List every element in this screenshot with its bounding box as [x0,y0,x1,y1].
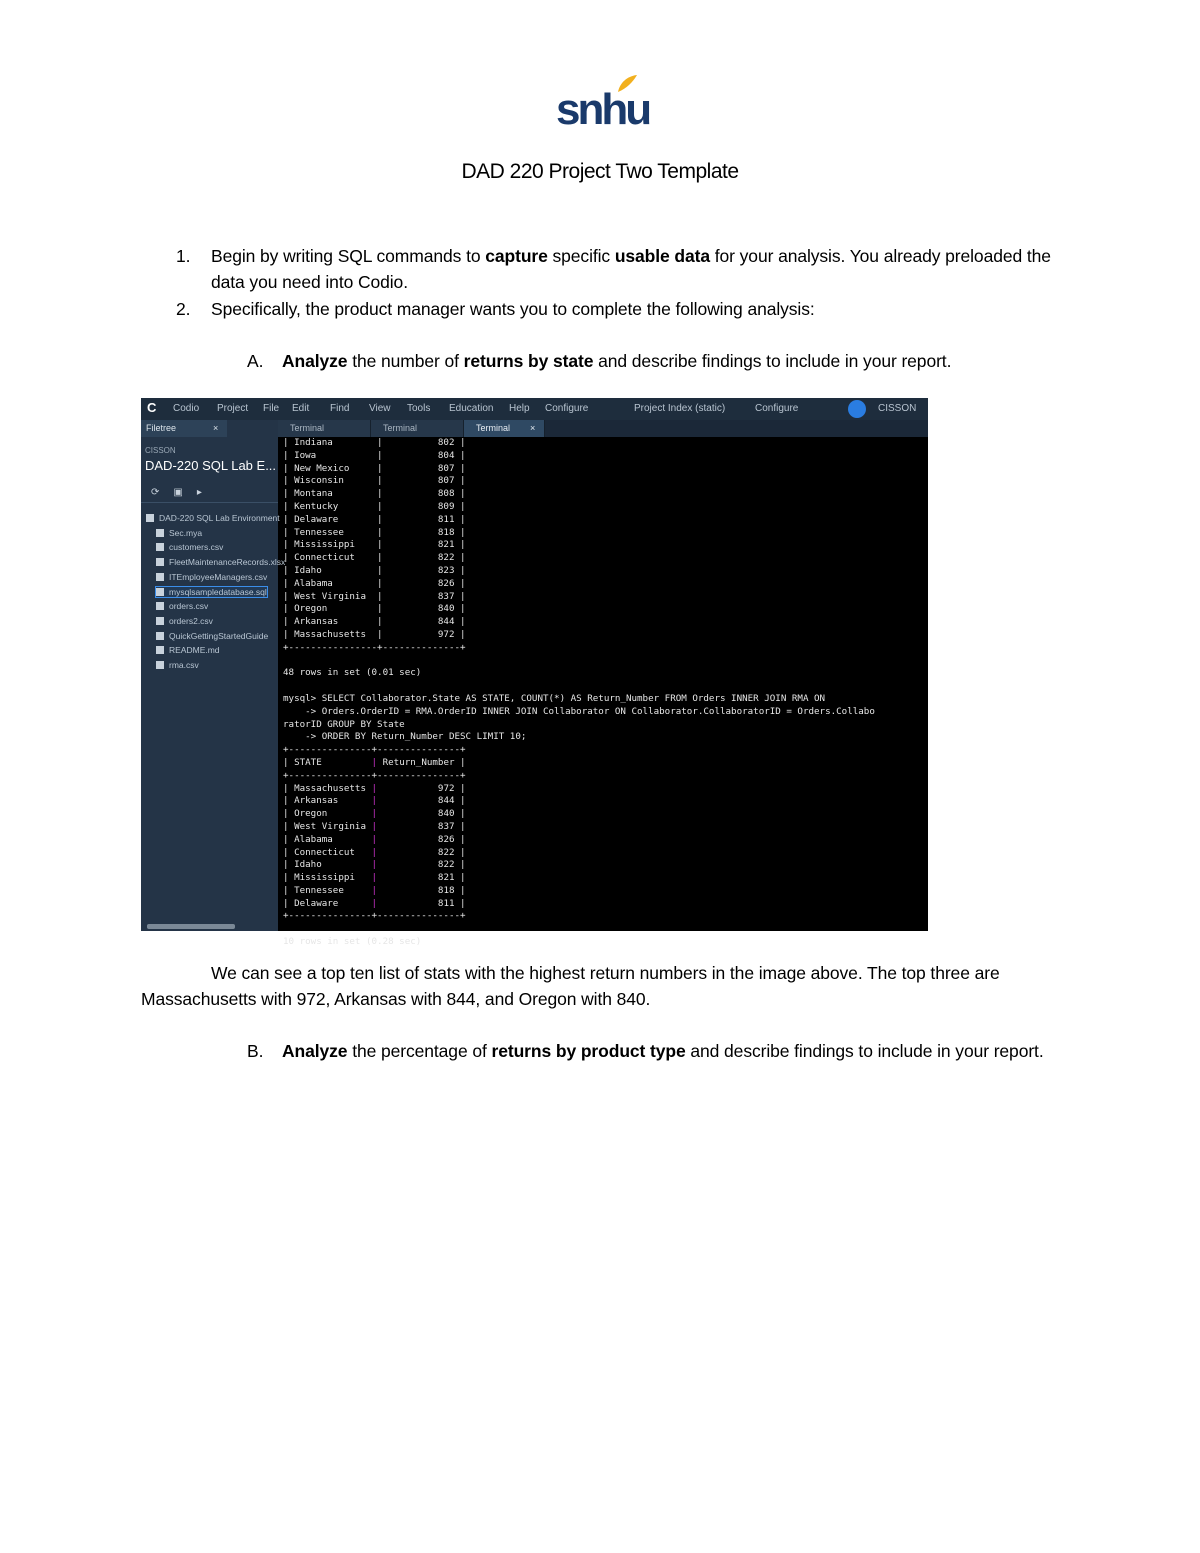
terminal-line: +----------------+--------------+ [283,641,466,653]
section-b-letter: B. [247,1041,264,1061]
text-run: and describe findings to include in your report. [685,1041,1044,1061]
file-icon [156,617,164,625]
file-name: FleetMaintenanceRecords.xlsx [169,557,286,568]
lock-icon [146,514,154,522]
document-title: DAD 220 Project Two Template [461,160,739,183]
file-item [156,645,220,655]
tab-label: Terminal [476,423,511,433]
folder-item [146,513,280,523]
terminal-line: ratorID GROUP BY State [283,718,405,730]
terminal-line: | New Mexico | 807 | [283,462,466,474]
file-icon [156,588,164,596]
terminal-line: 10 rows in set (0.28 sec) [283,936,422,948]
text-run: the number of [347,351,464,371]
file-name: rma.csv [169,660,199,670]
codio-logo-icon: C [147,400,157,415]
bold-text: returns by product type [491,1041,686,1061]
file-item [156,660,199,670]
divider [141,502,278,503]
section-b-text [282,1038,1052,1064]
menu-item: CISSON [878,403,917,414]
file-name: orders.csv [169,601,209,612]
terminal-line: | Mississippi | 821 | [283,539,466,551]
terminal-line: | Iowa | 804 | [283,449,466,461]
menu-item: Configure [545,403,589,414]
menu-item: Education [449,403,494,414]
terminal-line: +---------------+---------------+ [283,769,466,781]
list-item-text [211,243,1051,295]
tab-terminal-active [464,420,545,437]
terminal-line: -> ORDER BY Return_Number DESC LIMIT 10; [283,731,527,743]
list-number: 2. [176,299,191,319]
file-icon [156,573,164,581]
terminal-tabs [278,420,928,437]
section-a-letter: A. [247,351,264,371]
file-icon [156,646,164,654]
file-icon [156,632,164,640]
bold-text: Analyze [282,351,348,371]
menu-bar [141,398,928,420]
terminal-line: | Massachusetts | 972 | [283,782,466,794]
terminal-line: | West Virginia | 837 | [283,590,466,602]
file-item [156,631,268,641]
tab-label: Terminal [290,423,325,433]
menu-item: Codio [173,403,200,414]
file-name: mysqlsampledatabase.sql [169,586,267,597]
terminal-line: mysql> SELECT Collaborator.State AS STATE, COUNT(*) AS Return_Number FROM Orders INNER JOIN RMA ON [283,692,826,704]
tab-terminal [278,420,371,437]
menu-item: Find [330,403,350,414]
finding-a-paragraph: We can see a top ten list of stats with the highest return numbers in the image above. The top three are Massachusetts with 972, Arkansas with 844, and Oregon with 840. [141,963,1000,1009]
terminal-line: | Oregon | 840 | [283,603,466,615]
file-item [156,587,267,597]
terminal-line: | Alabama | 826 | [283,577,466,589]
terminal-line: | Delaware | 811 | [283,897,466,909]
file-item [156,557,285,567]
file-name: QuickGettingStartedGuide [169,630,269,641]
file-icon [156,602,164,610]
menu-item: Configure [755,403,799,414]
terminal-line: | Tennessee | 818 | [283,526,466,538]
file-item [156,542,223,552]
tab-terminal [371,420,464,437]
file-name: orders2.csv [169,615,213,626]
menu-item: Help [509,403,530,414]
terminal-line: | Kentucky | 809 | [283,500,466,512]
terminal-line: | Connecticut | 822 | [283,846,466,858]
logo-wordmark: snhu [556,85,650,134]
text-run: Begin by writing SQL commands to [211,246,486,266]
text-run: Specifically, the product manager wants you to complete the following analysis: [211,299,815,319]
menu-item: File [263,403,280,414]
tab-label: Filetree [146,423,177,433]
terminal-line [283,655,923,668]
codio-screenshot [141,398,928,948]
terminal-line [283,923,923,936]
terminal-line: | Connecticut | 822 | [283,552,466,564]
project-owner: CISSON [145,446,176,455]
terminal-line: | Arkansas | 844 | [283,795,466,807]
file-icon [156,529,164,537]
terminal-line: | Montana | 808 | [283,488,466,500]
file-name: README.md [169,645,220,656]
menu-item: View [369,403,391,414]
menu-item: Project [217,403,249,414]
file-name: DAD-220 SQL Lab Environment [159,513,280,523]
tab-filetree [141,420,227,437]
scrollbar [147,924,235,929]
file-item [156,572,267,582]
terminal-line [283,680,923,693]
file-item [156,601,208,611]
avatar [848,400,866,418]
text-run: for your analysis. You already preloaded the data you need into Codio. [211,246,1051,292]
terminal-line: 48 rows in set (0.01 sec) [283,667,422,679]
list-number: 1. [176,246,191,266]
terminal-line: +---------------+---------------+ [283,910,466,922]
text-run: and describe findings to include in your report. [593,351,952,371]
terminal-line: | Wisconsin | 807 | [283,475,466,487]
section-a-text [282,348,1052,374]
menu-item: Edit [292,403,310,414]
file-tree-panel [141,420,286,931]
terminal-output [283,437,923,949]
terminal-line: | Idaho | 823 | [283,564,466,576]
terminal-line: +---------------+---------------+ [283,744,466,756]
terminal-line: -> Orders.OrderID = RMA.OrderID INNER JOIN Collaborator ON Collaborator.CollaboratorID = Orders.Collabo [283,705,875,717]
file-item [156,528,202,538]
terminal-line: | STATE | Return_Number | [283,756,466,768]
close-icon: × [213,423,219,433]
list-item-text [211,296,1051,322]
text-run: the percentage of [347,1041,492,1061]
bold-text: returns by state [463,351,594,371]
terminal-line: | Idaho | 822 | [283,859,466,871]
terminal-line: | Delaware | 811 | [283,513,466,525]
project-name: DAD-220 SQL Lab E... [145,458,277,473]
terminal-line: | Alabama | 826 | [283,833,466,845]
terminal-line: | Mississippi | 821 | [283,872,466,884]
tab-label: Terminal [383,423,418,433]
terminal-line: | Indiana | 802 | [283,437,466,448]
terminal-line: | Arkansas | 844 | [283,616,466,628]
file-name: ITEmployeeManagers.csv [169,571,268,582]
file-icon [156,543,164,551]
bold-text: Analyze [282,1041,348,1061]
file-name: Sec.mya [169,527,203,538]
snhu-logo [556,74,650,134]
terminal-line: | West Virginia | 837 | [283,820,466,832]
file-icon [156,558,164,566]
filetree-toolbar: ⟳▣▸ [151,487,216,498]
terminal-line: | Massachusetts | 972 | [283,628,466,640]
terminal-line: | Tennessee | 818 | [283,884,466,896]
close-icon: × [530,423,536,433]
bold-text: capture [485,246,548,266]
terminal-line: | Oregon | 840 | [283,808,466,820]
bold-text: usable data [614,246,711,266]
file-icon [156,661,164,669]
menu-item: Tools [407,403,431,414]
file-item [156,616,213,626]
file-name: customers.csv [169,542,224,553]
menu-item: Project Index (static) [634,403,726,414]
text-run: specific [547,246,615,266]
